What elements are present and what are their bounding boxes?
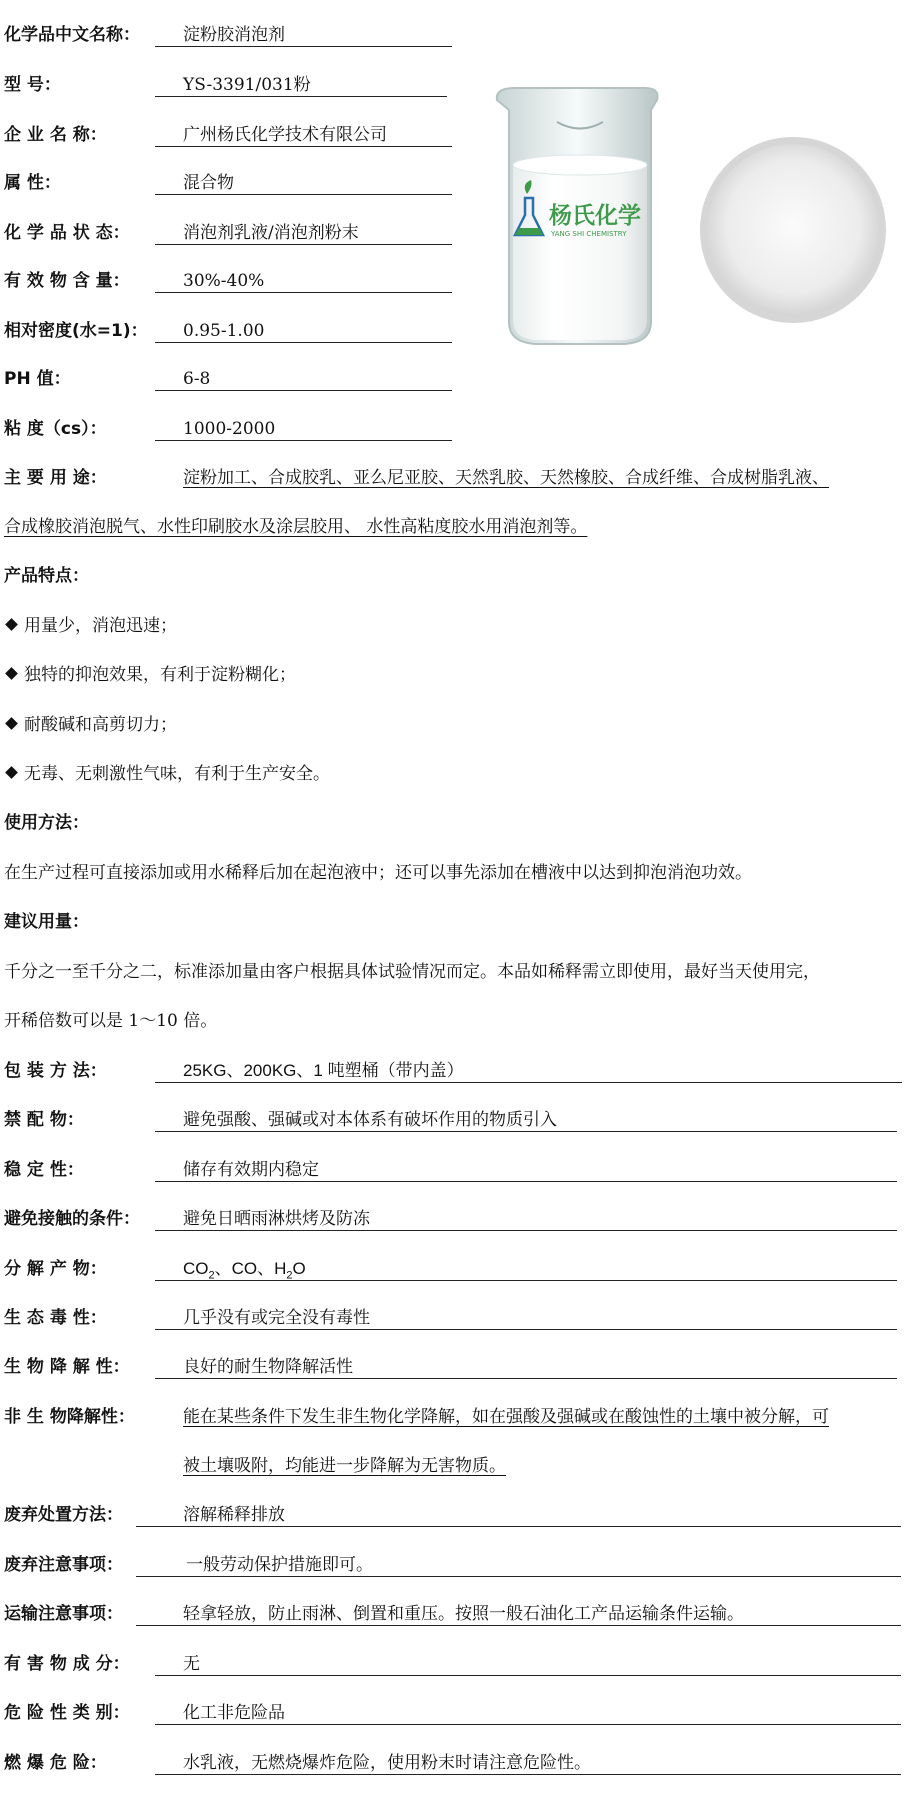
spec-label: 属 性： [4,173,61,193]
safety-label: 稳 定 性： [4,1160,84,1180]
disposal-row-transport [0,1599,915,1629]
spec-label: 化 学 品 状 态： [4,223,130,243]
disposal-field [136,1502,901,1527]
disposal-value: 水乳液，无燃烧爆炸危险，使用粉末时请注意危险性。 [183,1753,591,1773]
feature-item: 耐酸碱和高剪切力； [4,710,177,740]
spec-field [155,72,447,97]
spec-row-density [0,316,460,346]
disposal-value: 一般劳动保护措施即可。 [186,1555,373,1575]
safety-field [155,1058,902,1083]
powder [707,144,879,316]
safety-field [155,1206,897,1231]
safety-value: 避免强酸、强碱或对本体系有破坏作用的物质引入 [183,1110,557,1130]
disposal-row-hazard-class [0,1698,915,1728]
disposal-field [155,1750,901,1775]
spec-label: 企 业 名 称： [4,125,107,145]
disposal-field [136,1552,901,1577]
safety-field [155,1256,897,1281]
spec-field [155,268,452,293]
safety-value: 良好的耐生物降解活性 [183,1357,353,1377]
dosage-line1: 千分之一至千分之二，标准添加量由客户根据具体试验情况而定。本品如稀释需立即使用，最好当天使用完， [4,962,820,982]
product-photo-svg [475,70,895,390]
beaker-liquid [513,158,647,341]
disposal-field [136,1601,901,1626]
safety-row-stability [0,1155,915,1185]
brand-name: 杨氏化学 [549,203,641,229]
safety-label: 包 装 方 法： [4,1061,107,1081]
feature-item: 独特的抑泡效果，有利于淀粉糊化； [4,660,296,690]
spec-value: 1000-2000 [183,419,276,439]
spec-value: 0.95-1.00 [183,321,265,341]
spec-row-company [0,120,460,150]
spec-value: 淀粉胶消泡剂 [183,25,285,45]
features-heading: 产品特点： [4,566,89,586]
safety-row-packaging [0,1056,915,1086]
spec-field [155,122,452,147]
spec-value: YS-3391/031粉 [183,75,311,95]
spec-value: 消泡剂乳液/消泡剂粉末 [183,223,359,243]
nonbio-row-2 [0,1451,915,1481]
disposal-label: 废弃处置方法： [4,1505,123,1525]
spec-field [155,22,452,47]
disposal-label: 运输注意事项： [4,1604,123,1624]
nonbio-line2: 被土壤吸附，均能进一步降解为无害物质。 [183,1456,506,1476]
disposal-label: 废弃注意事项： [4,1555,123,1575]
spec-label: 化学品中文名称： [4,25,140,45]
spec-value: 广州杨氏化学技术有限公司 [183,125,387,145]
disposal-row-method [0,1500,915,1530]
safety-row-ecotoxicity [0,1303,915,1333]
spec-label: PH 值： [4,369,71,389]
spec-field [155,170,452,195]
disposal-row-notes [0,1550,915,1580]
safety-field [155,1157,897,1182]
spec-field [155,416,452,441]
disposal-value: 无 [183,1654,200,1674]
safety-field [155,1354,897,1379]
safety-row-decomposition [0,1254,915,1284]
disposal-field [155,1651,901,1676]
disposal-row-explosion [0,1748,915,1778]
disposal-value: 轻拿轻放，防止雨淋、倒置和重压。按照一般石油化工产品运输条件运输。 [183,1604,744,1624]
safety-label: 禁 配 物： [4,1110,84,1130]
safety-label: 避免接触的条件： [4,1209,140,1229]
spec-field [155,318,452,343]
disposal-label: 危 险 性 类 别： [4,1703,130,1723]
safety-field [155,1305,897,1330]
safety-value-decomposition: $CO_2$、CO、$H_2O$ [183,1259,306,1282]
safety-label: 生 物 降 解 性： [4,1357,130,1377]
brand-name-en: YANG SHI CHEMISTRY [551,230,627,238]
safety-value: 避免日晒雨淋烘烤及防冻 [183,1209,370,1229]
bullet-diamond-icon [5,766,18,779]
usage-label: 主 要 用 途： [4,468,107,488]
usage-line2: 合成橡胶消泡脱气、水性印刷胶水及涂层胶用、 水性高粘度胶水用消泡剂等。 [4,517,588,537]
spec-row-viscosity [0,414,460,444]
disposal-value: 溶解稀释排放 [183,1505,285,1525]
feature-item: 无毒、无刺激性气味，有利于生产安全。 [4,759,330,789]
spec-label: 粘 度（cs）： [4,419,107,439]
disposal-label: 燃 爆 危 险： [4,1753,107,1773]
disposal-field [155,1700,901,1725]
safety-value: 几乎没有或完全没有毒性 [183,1308,370,1328]
feature-item: 用量少，消泡迅速； [4,611,177,641]
spec-label: 有 效 物 含 量： [4,271,130,291]
spec-row-model [0,70,460,100]
safety-row-biodegradability [0,1352,915,1382]
safety-row-avoid [0,1204,915,1234]
bullet-diamond-icon [5,618,18,631]
safety-field [155,1107,897,1132]
spec-row-property [0,168,460,198]
spec-value: 30%-40% [183,271,265,291]
spec-row-state [0,218,460,248]
disposal-value: 化工非危险品 [183,1703,285,1723]
spec-row-name [0,20,460,50]
spec-field [155,220,452,245]
usage-row [0,463,915,493]
safety-value: 25KG、200KG、1 吨塑桶（带内盖） [183,1061,464,1080]
spec-value: 6-8 [183,369,211,389]
spec-field [155,366,452,391]
safety-label: 分 解 产 物： [4,1259,107,1279]
disposal-label: 有 害 物 成 分： [4,1654,130,1674]
bullet-diamond-icon [5,717,18,730]
nonbio-label: 非 生 物降解性： [4,1407,135,1427]
method-heading: 使用方法： [4,813,89,833]
dosage-heading: 建议用量： [4,912,89,932]
bullet-diamond-icon [5,667,18,680]
safety-label: 生 态 毒 性： [4,1308,107,1328]
spec-row-content [0,266,460,296]
safety-row-incompatible [0,1105,915,1135]
nonbio-row [0,1402,915,1432]
nonbio-line1: 能在某些条件下发生非生物化学降解，如在强酸及强碱或在酸蚀性的土壤中被分解，可 [183,1407,829,1427]
spec-label: 相对密度(水=1)： [4,321,148,341]
spec-row-ph [0,364,460,394]
usage-line1: 淀粉加工、合成胶乳、亚么尼亚胶、天然乳胶、天然橡胶、合成纤维、合成树脂乳液、 [183,468,829,488]
product-image [475,70,895,390]
method-text: 在生产过程可直接添加或用水稀释后加在起泡液中；还可以事先添加在槽液中以达到抑泡消泡功效。 [4,863,752,883]
safety-value: 储存有效期内稳定 [183,1160,319,1180]
liquid-surface [513,155,647,175]
spec-label: 型 号： [4,75,61,95]
disposal-row-hazardous [0,1649,915,1679]
dosage-line2: 开稀倍数可以是 1～10 倍。 [4,1011,218,1031]
spec-value: 混合物 [183,173,234,193]
